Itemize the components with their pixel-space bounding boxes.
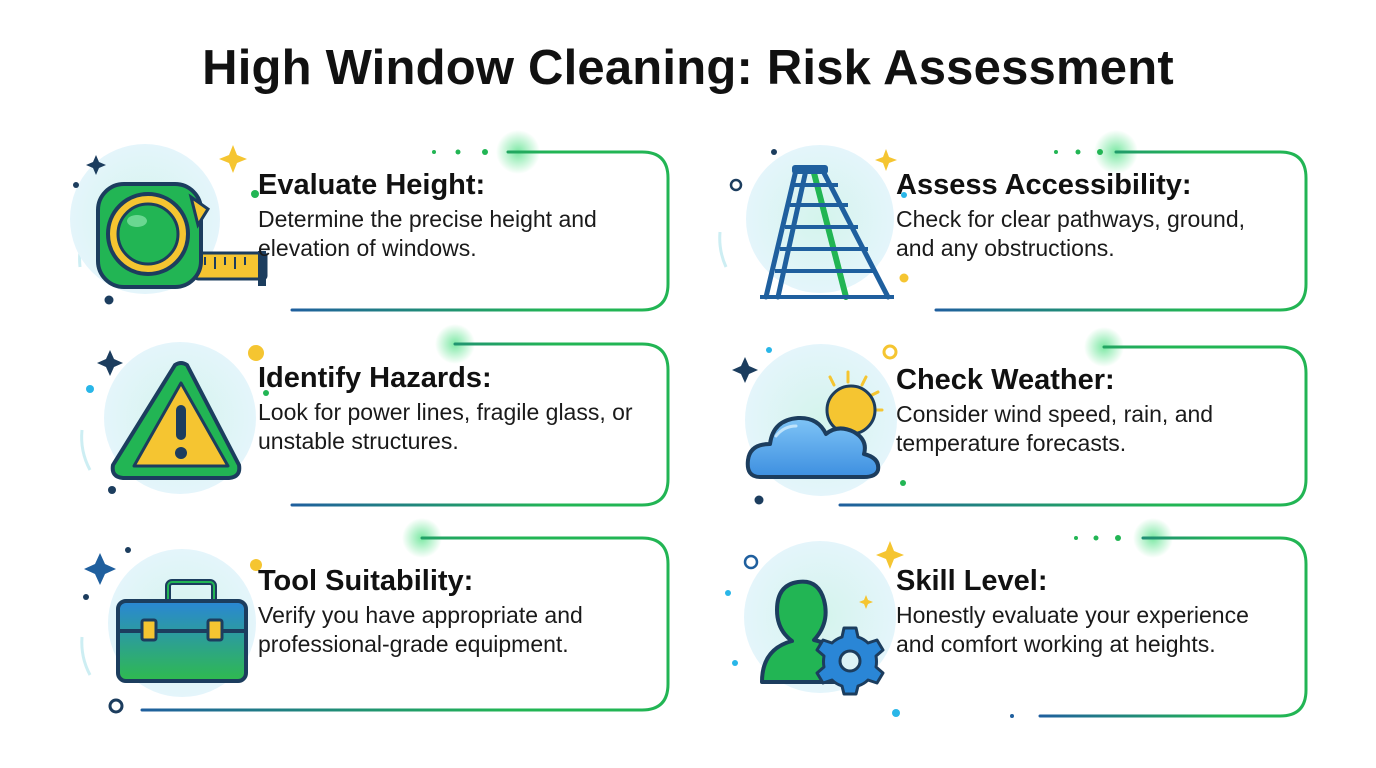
page-title: High Window Cleaning: Risk Assessment xyxy=(202,41,1174,95)
card-check-weather xyxy=(668,332,1308,512)
card-identify-hazards xyxy=(30,330,670,510)
card-description: Verify you have appropriate and professional-grade equipment. xyxy=(258,602,583,657)
card-tool-suitability xyxy=(30,525,670,705)
card-title: Evaluate Height: xyxy=(258,169,486,201)
card-title: Tool Suitability: xyxy=(258,565,474,597)
card-evaluate-height xyxy=(30,137,670,317)
card-assess-accessibility xyxy=(668,137,1308,317)
card-description: Determine the precise height and elevation of windows. xyxy=(258,206,597,261)
card-description: Check for clear pathways, ground, and any obstructions. xyxy=(896,206,1246,261)
tape-measure-icon xyxy=(30,137,230,317)
card-title: Assess Accessibility: xyxy=(896,169,1192,201)
card-title: Identify Hazards: xyxy=(258,362,492,394)
card-description: Look for power lines, fragile glass, or unstable structures. xyxy=(258,399,633,454)
card-title: Check Weather: xyxy=(896,364,1115,396)
card-title: Skill Level: xyxy=(896,565,1048,597)
card-skill-level xyxy=(668,525,1308,705)
toolbox-icon xyxy=(30,525,230,705)
user-gear-icon xyxy=(668,525,868,705)
warning-triangle-icon xyxy=(30,330,230,510)
cloud-sun-icon xyxy=(668,332,868,512)
card-description: Honestly evaluate your experience and comfort working at heights. xyxy=(896,602,1249,657)
ladder-icon xyxy=(668,137,868,317)
card-description: Consider wind speed, rain, and temperature forecasts. xyxy=(896,401,1214,456)
